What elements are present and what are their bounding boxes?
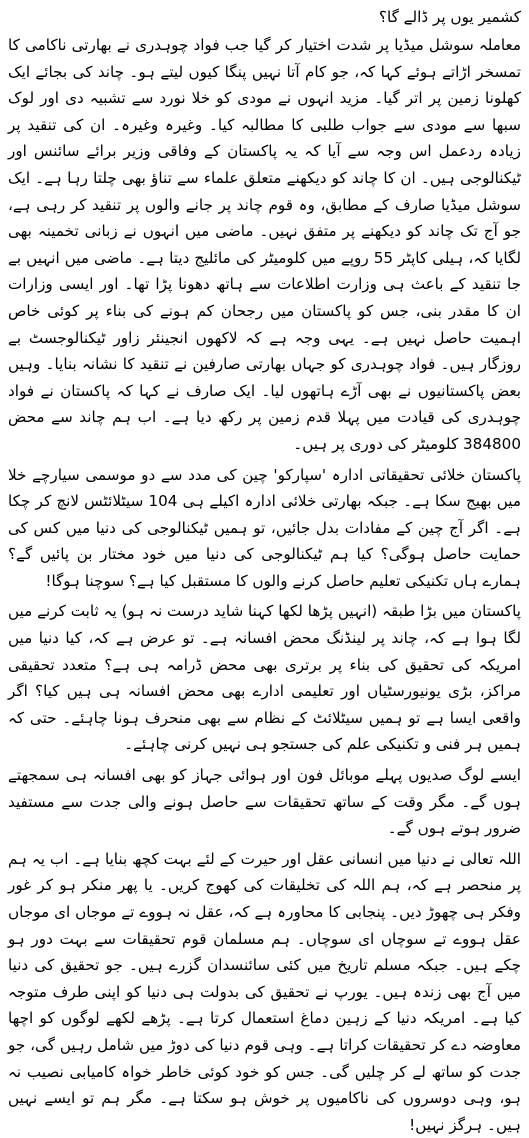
paragraph-5: اللہ تعالی نے دنیا میں انسانی عقل اور حیرت کے لئے بہت کچھ بنایا ہے۔ اب یہ ہم پر منحصر ہے کہ، ہم اللہ کی تخلیقات کی کھوج کریں۔ یا پھر منکر ہو کر غور وفکر ہی چھوڑ دیں۔ پنجابی کا محاورہ ہے کہ، عقل نہ ہووے تے موجاں ای موجاں عقل ہووے تے سوچاں ای سوچاں۔ ہم مسلمان قوم تحقیقات سے بہت دور ہو چکے ہیں۔ جبکہ مسلم تاریخ میں کئی سائنسدان گزرے ہیں۔ جو تحقیق کی دنیا میں آج بھی زندہ ہیں۔ یورپ نے تحقیق کی بدولت ہی دنیا کو اپنی طرف متوجہ کیا ہے۔ امریکہ دنیا کے زہین دماغ استعمال کرتا ہے۔ پڑھے لکھے لوگوں کو اچھا معاوضہ دے کر تحقیقات کراتا ہے۔ وہی قوم دنیا کی دوڑ میں شامل رہیں گی، جو جدت کو ساتھ لے کر چلیں گی۔ جس کو خود کوئی خاطر خواہ کامیابی نصیب نہ ہو، وہی دوسروں کی ناکامیوں پر خوش ہو سکتا ہے۔ مگر ہم تو ایسے نہیں ہیں۔ ہرگز نہیں! xyxy=(8,849,521,1134)
paragraph-3: پاکستان میں بڑا طبقہ (انہیں پڑھا لکھا کہنا شاید درست نہ ہو) یہ ثابت کرنے میں لگا ہوا ہے کہ، چاند پر لینڈنگ محض افسانہ ہے۔ تو عرض ہے کہ، کیا دنیا میں امریکہ کی تحقیق کی بناء پر برتری بھی محض ڈرامہ ہی ہے؟ متعدد تحقیقی مراکز، بڑی یونیورسٹیاں اور تعلیمی ادارے بھی محض افسانہ ہی ہیں کیا؟ اگر واقعی ایسا ہے تو ہمیں سیٹلائٹ کے نظام سے بھی منحرف ہونا چاہئے۔ حتی کہ ہمیں ہر فنی و تکنیکی علم کی جستجو ہی نہیں کرنی چاہئے۔ xyxy=(8,602,521,754)
article-heading: کشمیر یوں پر ڈالے گا؟ xyxy=(378,8,521,26)
paragraph-2: پاکستان خلائی تحقیقاتی ادارہ 'سپارکو' چین کی مدد سے دو موسمی سیارچے خلا میں بھیج سکا ہے۔ جبکہ بھارتی خلائی ادارہ اکیلے ہی 104 سیٹلائٹس لانچ کر چکا ہے۔ اگر آج چین کے مفادات بدل جائیں، تو ہمیں ٹیکنالوجی کی دنیا میں کس کی حمایت حاصل ہوگی؟ کیا ہم ٹیکنالوجی کی دنیا میں خود مختار بن پائیں گے؟ ہمارے ہاں تکنیکی تعلیم حاصل کرنے والوں کا مستقبل کیا ہے؟ سوچنا ہوگا! xyxy=(8,465,521,590)
paragraph-4: ایسے لوگ صدیوں پہلے موبائل فون اور ہوائی جہاز کو بھی افسانہ ہی سمجھتے ہوں گے۔ مگر وقت کے ساتھ تحقیقات سے حاصل ہونے والی جدت سے مستفید ضرور ہوتے ہوں گے۔ xyxy=(8,766,521,838)
paragraph-1: معاملہ سوشل میڈیا پر شدت اختیار کر گیا جب فواد چوہدری نے بھارتی ناکامی کا تمسخر اڑاتے ہوئے کہا کہ، جو کام آتا نہیں پنگا کیوں لیتے ہو۔ چاند کی بجائے ایک کھلونا زمین پر اتر گیا۔ مزید انہوں نے مودی کو خلا نورد سے تشبیہ دی اور لوک سبھا سے مودی سے جواب طلبی کا مطالبہ کیا۔ وغیرہ وغیرہ۔ ان کی تنقید پر زیادہ ردعمل اس وجہ سے آیا کہ یہ پاکستان کے وفاقی وزیر برائے سائنس اور ٹیکنالوجی ہیں۔ ان کا چاند کو دیکھنے متعلق علماء سے تناؤ بھی چلتا رہا ہے۔ ایک سوشل میڈیا صارف کے مطابق، وہ قوم چاند پر جانے والوں پر تنقید کر رہی ہے، جو آج تک چاند کو دیکھنے پر متفق نہیں۔ ماضی میں انہوں نے زبانی تخمینہ بھی لگایا کہ، ہیلی کاپٹر 55 روپے میں کلومیٹر کی مائلیج دیتا ہے۔ ماضی میں انہیں بے جا تنقید کے باعث ہی وزارت اطلاعات سے ہاتھ دھونا پڑا تھا۔ اور ایسی وزارات ان کا مقدر بنی، جس کو پاکستان میں رجحان کم ہونے کی بناء پر کوئی خاص اہمیت حاصل نہیں ہے۔ یہی وجہ ہے کہ لاکھوں انجینئر زاور ٹیکنالوجسٹ بے روزگار ہیں۔ فواد چوہدری کو جہاں بھارتی صارفین نے تنقید کا نشانہ بنایا۔ وہیں بعض پاکستانیوں نے بھی آڑے ہاتھوں لیا۔ ایک صارف نے کہا کہ پاکستان نے فواد چوہدری کی قیادت میں پہلا قدم زمین پر رکھ دیا ہے۔ اب ہم چاند سے محض 384800 کلومیٹر کی دوری پر ہیں۔ xyxy=(8,36,521,453)
